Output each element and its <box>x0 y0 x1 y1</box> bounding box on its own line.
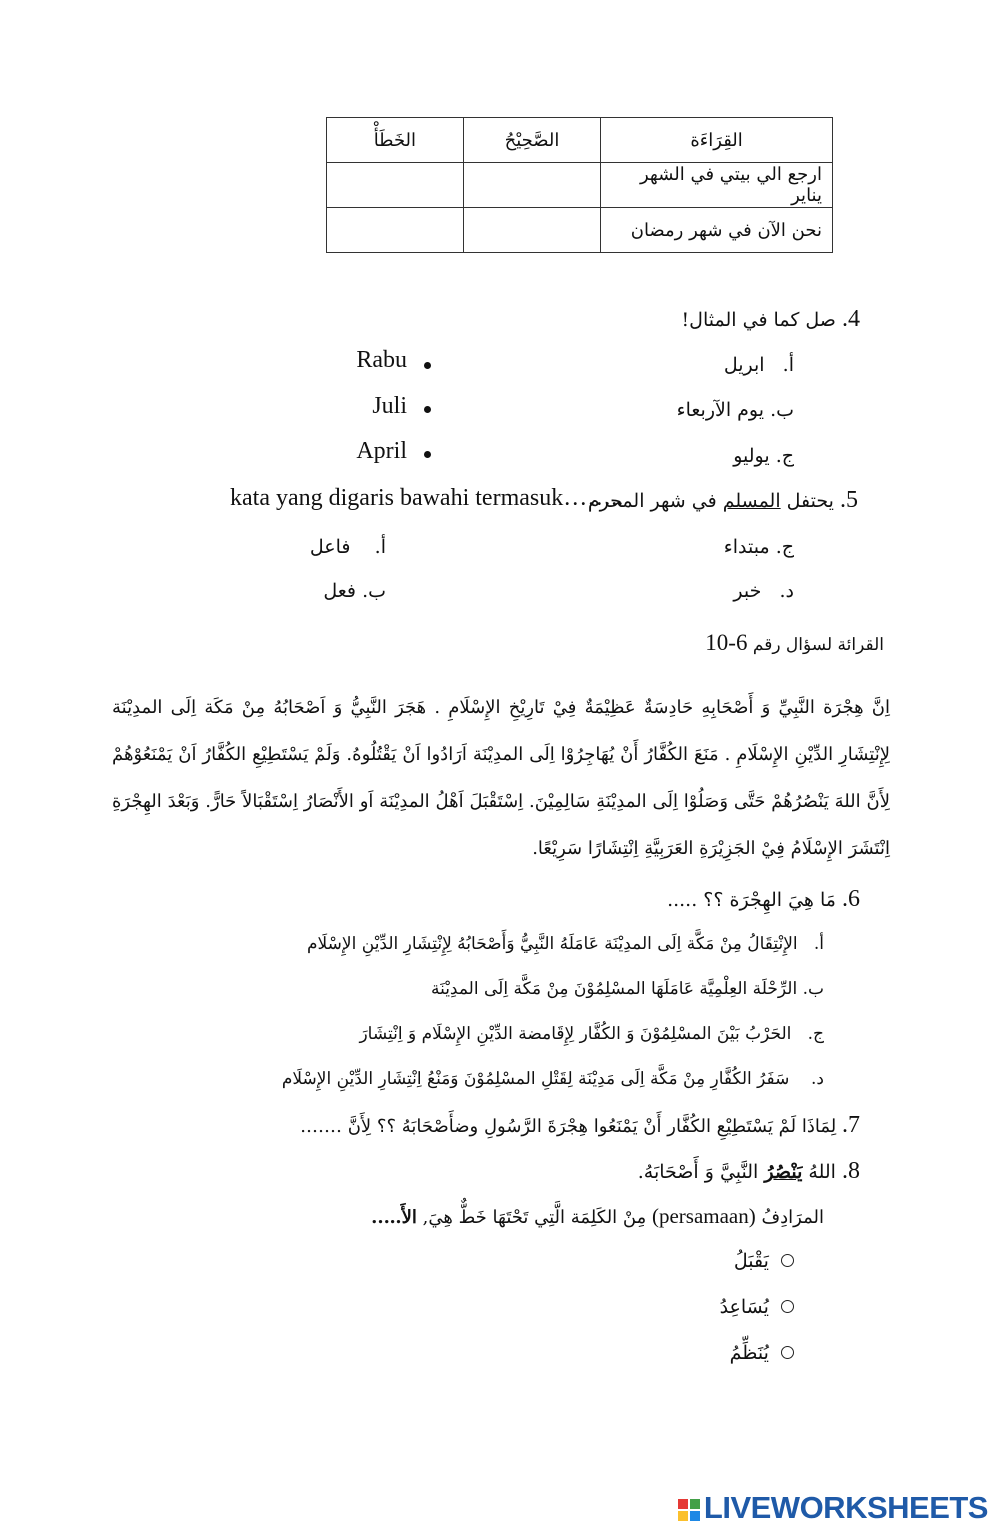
q4-left-item <box>733 445 794 467</box>
q8-prompt-latin: (persamaan) <box>651 1204 756 1228</box>
q8-number: 8. <box>842 1158 860 1184</box>
q8-sentence-before: اللهُ <box>802 1161 836 1183</box>
q8-prompt-before: المرَادِفُ <box>755 1207 824 1228</box>
option-text: يُنَظِّمُ <box>729 1342 769 1364</box>
q5-line <box>230 485 858 517</box>
q7-question: لِمَاذَا لَمْ يَسْتَطِيْعِ الكُفَّار أَنْ يَمْنَعُوا هِجْرَةَ الرَّسُولِ وضأَصْحَابَهُ ؟؟ لِأَنَّ ……. <box>300 1116 837 1137</box>
option-text: فاعل <box>309 536 351 558</box>
q7-line <box>300 1112 860 1139</box>
header-reading: القِرَاءَة <box>601 118 833 163</box>
liveworksheets-logo <box>678 1490 988 1526</box>
option-letter: ج. <box>775 536 794 558</box>
header-correct: الصَّحِيْحُ <box>463 118 600 163</box>
table-header-row <box>327 118 833 163</box>
q5-sentence-after: في شهر المحرم <box>587 490 723 512</box>
option-letter: ج. <box>807 1024 824 1044</box>
radio-circle-icon[interactable] <box>781 1254 794 1267</box>
option-letter: ج. <box>775 445 794 467</box>
row-statement: ارجع الي بيتي في الشهر يناير <box>601 163 833 208</box>
q6-number: 6. <box>842 886 860 912</box>
q5-arabic <box>588 487 858 514</box>
q4-instruction: صل كما في المثال! <box>681 309 836 331</box>
q6-question: مَا هِيَ الهِجْرَة ؟؟ ..... <box>667 889 836 911</box>
reading-label-range: 6-10 <box>705 630 748 655</box>
match-dot-icon[interactable] <box>424 406 431 413</box>
option-letter: أ. <box>782 354 794 376</box>
q4-right-item[interactable] <box>356 438 407 465</box>
q5-option[interactable] <box>310 536 386 558</box>
table-row <box>327 163 833 208</box>
q6-option[interactable] <box>431 979 824 999</box>
correct-answer-box[interactable] <box>463 208 600 253</box>
q4-left-item <box>677 399 794 421</box>
q5-option[interactable] <box>323 580 386 602</box>
option-text: ابريل <box>723 354 765 376</box>
q5-option[interactable] <box>724 536 794 558</box>
match-target-text: Juli <box>372 393 407 419</box>
q8-line <box>638 1158 860 1185</box>
table-row <box>327 208 833 253</box>
q8-sentence-after: النَّبِيَّ وَ أَصْحَابَهُ. <box>637 1161 765 1183</box>
option-text: الإِنْتِقَالُ مِنْ مَكَّة اِلَى المدِيْنَة عَامَلَهُ النَّبِيُّ وَأَصْحَابُهُ لِإِنْتِشَارِ الدِّيْنِ الإِسْلَام <box>307 934 798 954</box>
match-target-text: April <box>356 438 407 464</box>
true-false-table <box>326 117 833 253</box>
q5-latin-text: kata yang digaris bawahi termasuk…….. <box>230 485 624 511</box>
logo-text: LIVEWORKSHEETS <box>703 1490 988 1525</box>
q8-option[interactable] <box>730 1342 794 1364</box>
radio-circle-icon[interactable] <box>781 1346 794 1359</box>
option-text: فعل <box>323 580 357 602</box>
option-letter: أ. <box>813 934 824 954</box>
q4-number: 4. <box>842 306 860 332</box>
q8-prompt-bold: الأَ….. <box>371 1207 417 1228</box>
match-dot-icon[interactable] <box>424 451 431 458</box>
match-target-text: Rabu <box>356 347 407 373</box>
option-letter: ب. <box>802 979 824 999</box>
option-text: الحَرْبُ بَيْنَ المسْلِمُوْنَ وَ الكُفَّار لِإِقَامضة الدِّيْنِ الإِسْلَام وَ اِنْتِشَارَ <box>359 1024 792 1044</box>
q7-number: 7. <box>842 1112 860 1138</box>
reading-label-text: القرائة لسؤال رقم <box>752 635 884 655</box>
q8-prompt-after: مِنْ الكَلِمَة الَّتِي تَحْتَهَا خَطٌّ هِيَ, <box>416 1207 652 1228</box>
q8-prompt <box>371 1204 824 1229</box>
q8-option[interactable] <box>734 1250 794 1272</box>
q8-option[interactable] <box>720 1296 794 1318</box>
header-wrong: الخَطَأْ <box>327 118 464 163</box>
option-text: سَفَرُ الكُفَّارِ مِنْ مَكَّة اِلَى مَدِيْنَة لِقَتْلِ المسْلِمُوْنَ وَمَنْعُ اِنْتِشَارِ الدِّيْنِ الإِسْلَام <box>281 1069 790 1089</box>
option-text: يَقْبَلُ <box>733 1250 769 1272</box>
logo-tiles-icon <box>678 1499 700 1521</box>
option-text: يوم الآربعاء <box>676 399 765 421</box>
option-letter: د. <box>811 1069 824 1089</box>
row-statement: نحن الآن في شهر رمضان <box>601 208 833 253</box>
option-text: مبتداء <box>723 536 770 558</box>
option-letter: ب. <box>362 580 386 602</box>
q5-option[interactable] <box>733 580 794 602</box>
radio-circle-icon[interactable] <box>781 1300 794 1313</box>
option-text: خبر <box>733 580 762 602</box>
q6-option[interactable] <box>359 1024 824 1044</box>
q5-underlined-word: المسلم <box>722 490 781 512</box>
q6-heading <box>667 886 860 913</box>
reading-label <box>705 630 884 656</box>
option-letter: ب. <box>770 399 794 421</box>
reading-passage: اِنَّ هِجْرَة النَّبِيِّ وَ أَصْحَابِهِ حَادِسَةٌ عَظِيْمَةٌ فِيْ تَارِيْخِ الإِسْلَامِ . هَجَرَ النَّبِيُّ وَ اَصْحَابُهُ مِنْ مَكَة اِلَى المدِيْنَة لِإِنْتِشَارِ الدِّيْنِ الإِسْلَامِ . مَنَعَ الكُفَّارُ أَنْ يُهَاجِرُوْا اِلَى المدِيْنَة اَرَادُوا اَنْ يَقْتُلُوهُ. وَلَمْ يَسْتَطِيْعِ الكُفَّارُ اَنْ يَمْنَعُوْهُمْ لِأَنَّ اللهَ يَنْصُرُهُمْ حَتَّى وَصَلُوْا اِلَى المدِيْنَةِ سَالِمِيْنَ. اِسْتَقْبَلَ اَهْلُ المدِيْنَة اَو الأَنْصَارُ اِسْتَقْبَالاً حَارًّ. وَبَعْدَ الهِجْرَةِ اِنْتَشَرَ الإِسْلَامُ فِيْ الجَزِيْرَةِ العَرَبِيَّةِ اِنْتِشَارًا سَرِيْعًا. <box>112 697 890 859</box>
q5-sentence-before: يحتفل <box>780 490 834 512</box>
q6-option[interactable] <box>307 934 824 954</box>
wrong-answer-box[interactable] <box>327 163 464 208</box>
q4-right-item[interactable] <box>372 393 407 420</box>
match-dot-icon[interactable] <box>424 362 431 369</box>
option-letter: د. <box>779 580 794 602</box>
option-text: يوليو <box>733 445 770 467</box>
q5-number: 5. <box>840 487 858 513</box>
correct-answer-box[interactable] <box>463 163 600 208</box>
option-text: الرِّحْلَة العِلْمِيَّة عَامَلَهَا المسْلِمُوْنَ مِنْ مَكَّة اِلَى المدِيْنَة <box>430 979 798 999</box>
wrong-answer-box[interactable] <box>327 208 464 253</box>
option-letter: أ. <box>374 536 386 558</box>
q6-option[interactable] <box>282 1069 824 1089</box>
q4-left-item <box>724 354 794 376</box>
q4-right-item[interactable] <box>356 347 407 374</box>
q8-underlined-word: يَنْصُرُ <box>764 1161 803 1183</box>
q4-heading <box>682 306 860 333</box>
option-text: يُسَاعِدُ <box>719 1296 769 1318</box>
